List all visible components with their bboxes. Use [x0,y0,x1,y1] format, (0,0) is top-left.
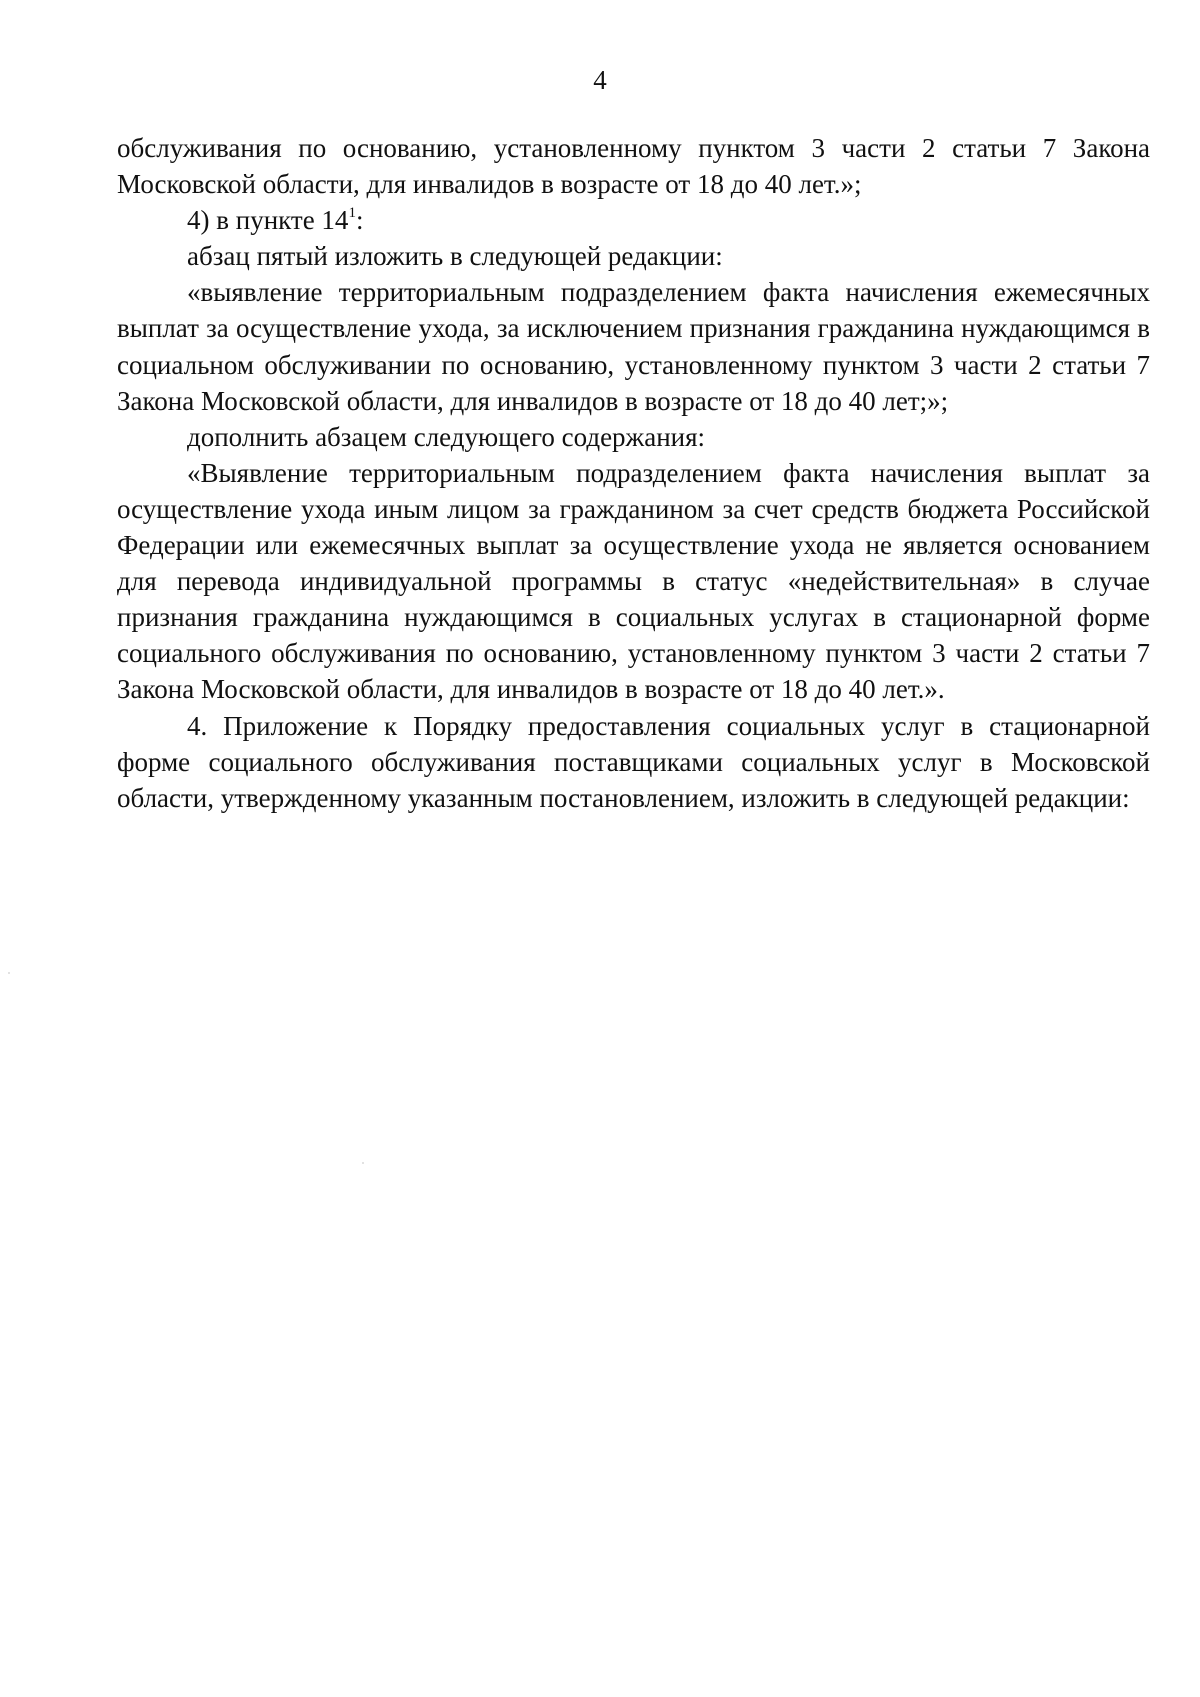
paragraph-quote-2: «Выявление территориальным подразделением факта начисления выплат за осуществление ухода иным лицом за гражданином за счет средств бюджета Российской Федерации или ежемесячных выплат за осуществление ухода не является основанием для перевода индивидуальной программы в статус «недействительная» в случае признания гражданина нуждающимся в социальных услугах в стационарной форме социального обслуживания по основанию, установленному пунктом 3 части 2 статьи 7 Закона Московской области, для инвалидов в возрасте от 18 до 40 лет.». [117,457,1150,705]
item-4-text: 4) в пункте 14 [187,205,349,236]
paragraph-item-point-4: 4. Приложение к Порядку предоставления социальных услуг в стационарной форме социального обслуживания поставщиками социальных услуг в Московской области, утвержденному указанным постановлением, изложить в следующей редакции: [117,710,1150,813]
document-body [117,130,1150,816]
scan-speck [362,1162,364,1164]
scan-speck [8,972,10,974]
page-number: 4 [593,65,607,95]
paragraph-item-4 [117,202,1150,238]
paragraph-continuation: обслуживания по основанию, установленному пунктом 3 части 2 статьи 7 Закона Московской области, для инвалидов в возрасте от 18 до 40 лет.»; [117,133,1150,200]
item-4-colon: : [355,205,364,236]
paragraph-abzac-5: абзац пятый изложить в следующей редакции: [187,241,723,272]
paragraph-quote-1: «выявление территориальным подразделением факта начисления ежемесячных выплат за осуществление ухода, за исключением признания гражданина нуждающимся в социальном обслуживании по основанию, установленному пунктом 3 части 2 статьи 7 Закона Московской области, для инвалидов в возрасте от 18 до 40 лет;»; [117,277,1150,416]
superscript-1: 1 [348,205,356,222]
paragraph-addition: дополнить абзацем следующего содержания: [187,421,706,452]
